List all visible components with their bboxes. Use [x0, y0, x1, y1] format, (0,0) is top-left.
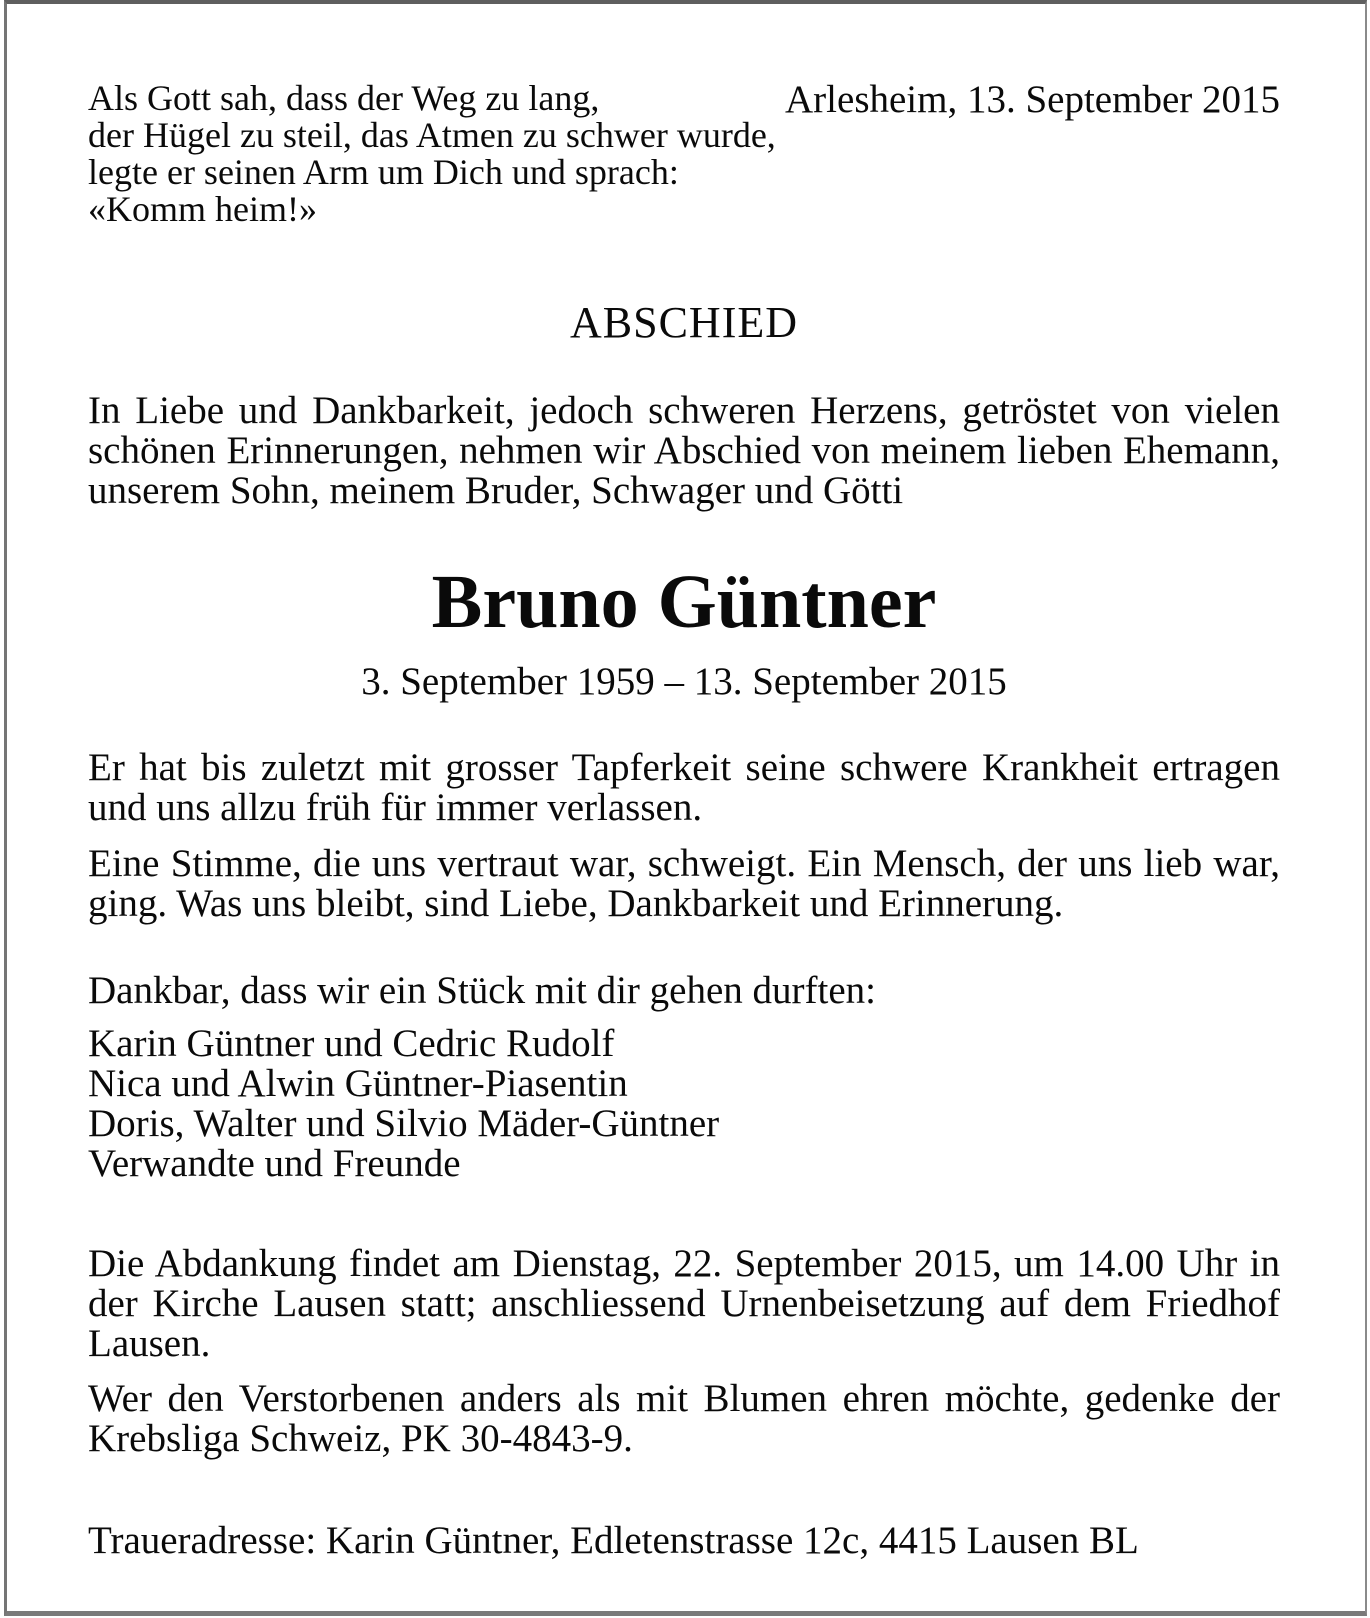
- mourning-address: Traueradresse: Karin Güntner, Edletenstrasse 12c, 4415 Lausen BL: [88, 1519, 1139, 1562]
- illness-paragraph: [88, 748, 1280, 828]
- text-line: der Hügel zu steil, das Atmen zu schwer wurde,: [88, 115, 776, 155]
- mourners-list: [88, 1024, 1280, 1184]
- text-line: Doris, Walter und Silvio Mäder-Güntner: [88, 1102, 720, 1145]
- funeral-paragraph: [88, 1244, 1280, 1364]
- text-line: Wer den Verstorbenen anders als mit Blumen ehren möchte, gedenke der: [88, 1377, 1280, 1420]
- life-dates: 3. September 1959 – 13. September 2015: [361, 660, 1007, 703]
- text-line: schönen Erinnerungen, nehmen wir Abschied von meinem lieben Ehemann,: [88, 429, 1280, 472]
- text-line: Die Abdankung findet am Dienstag, 22. September 2015, um 14.00 Uhr in: [88, 1242, 1280, 1285]
- text-line: In Liebe und Dankbarkeit, jedoch schweren Herzens, getröstet von vielen: [88, 389, 1280, 432]
- thanks-line: Dankbar, dass wir ein Stück mit dir gehen durften:: [88, 969, 876, 1012]
- text-line: Krebsliga Schweiz, PK 30-4843-9.: [88, 1417, 633, 1460]
- voice-paragraph: [88, 844, 1280, 924]
- abschied-heading: ABSCHIED: [569, 298, 799, 347]
- text-line: Lausen.: [88, 1322, 211, 1365]
- place-date: Arlesheim, 13. September 2015: [785, 78, 1280, 121]
- text-line: «Komm heim!»: [88, 189, 317, 229]
- text-line: Als Gott sah, dass der Weg zu lang,: [88, 78, 600, 118]
- text-line: Er hat bis zuletzt mit grosser Tapferkeit seine schwere Krankheit ertragen: [88, 746, 1280, 789]
- deceased-name: Bruno Güntner: [431, 560, 937, 644]
- text-line: Verwandte und Freunde: [88, 1142, 461, 1185]
- text-line: ging. Was uns bleibt, sind Liebe, Dankbarkeit und Erinnerung.: [88, 882, 1064, 925]
- notice-content: [88, 80, 1280, 1561]
- text-line: Karin Güntner und Cedric Rudolf: [88, 1022, 615, 1065]
- text-line: legte er seinen Arm um Dich und sprach:: [88, 152, 679, 192]
- text-line: unserem Sohn, meinem Bruder, Schwager und Götti: [88, 469, 904, 512]
- text-line: der Kirche Lausen statt; anschliessend Urnenbeisetzung auf dem Friedhof: [88, 1282, 1280, 1325]
- epigraph-poem: [88, 80, 776, 228]
- text-line: Nica und Alwin Güntner-Piasentin: [88, 1062, 628, 1105]
- donation-paragraph: [88, 1379, 1280, 1459]
- notice-header: [88, 80, 1280, 228]
- intro-paragraph: [88, 391, 1280, 511]
- text-line: und uns allzu früh für immer verlassen.: [88, 786, 703, 829]
- text-line: Eine Stimme, die uns vertraut war, schweigt. Ein Mensch, der uns lieb war,: [88, 842, 1280, 885]
